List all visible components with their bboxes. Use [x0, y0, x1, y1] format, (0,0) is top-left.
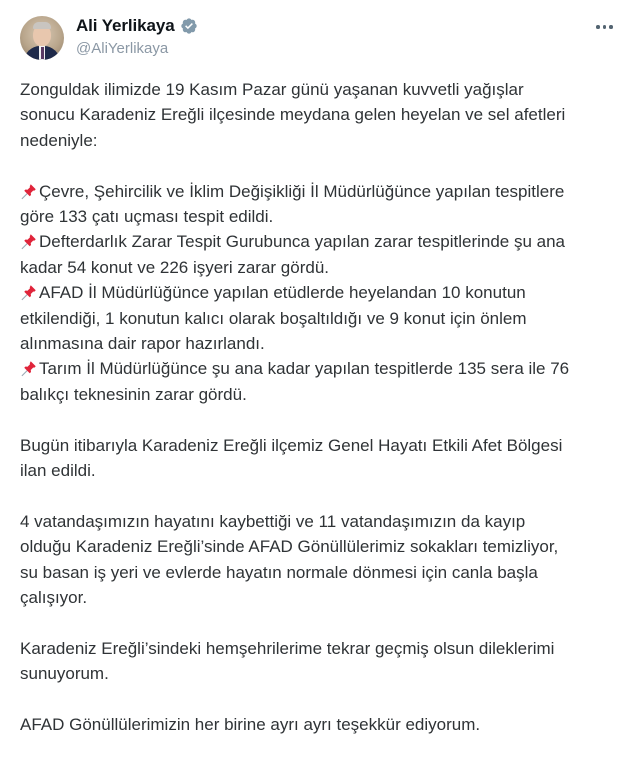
pushpin-icon	[20, 359, 38, 377]
text-line: AFAD İl Müdürlüğünce yapılan etüdlerde heyelandan 10 konutun	[39, 283, 526, 303]
text-line: AFAD Gönüllülerimizin her birine ayrı ayrı teşekkür ediyorum.	[20, 715, 481, 735]
author-name-row	[76, 16, 198, 36]
tweet-paragraph	[20, 712, 620, 737]
text-line: 4 vatandaşımızın hayatını kaybettiği ve 11 vatandaşımızın da kayıp	[20, 511, 526, 531]
avatar[interactable]	[20, 16, 64, 60]
more-options-icon-dot	[596, 25, 600, 29]
text-line: ilan edildi.	[20, 461, 96, 481]
bullet-item	[20, 356, 620, 407]
text-line: su basan iş yeri ve evlerde hayatın normale dönmesi için canla başla	[20, 562, 538, 582]
bullet-list	[20, 179, 620, 408]
avatar-hair	[33, 22, 51, 29]
author-handle[interactable]: @AliYerlikaya	[76, 40, 169, 57]
more-options-button[interactable]	[596, 22, 618, 32]
text-line: Defterdarlık Zarar Tespit Gurubunca yapılan zarar tespitlerinde şu ana	[39, 232, 566, 252]
text-line: kadar 54 konut ve 226 işyeri zarar gördü.	[20, 257, 330, 277]
text-line: balıkçı teknesinin zarar gördü.	[20, 384, 247, 404]
pushpin-icon	[20, 283, 38, 301]
pushpin-icon	[20, 232, 38, 250]
text-line: alınmasına dair rapor hazırlandı.	[20, 334, 265, 354]
text-line: Tarım İl Müdürlüğünce şu ana kadar yapılan tespitlerde 135 sera ile 76	[39, 359, 570, 379]
text-line: nedeniyle:	[20, 130, 98, 150]
text-line: Zonguldak ilimizde 19 Kasım Pazar günü yaşanan kuvvetli yağışlar	[20, 80, 524, 99]
text-line: sonucu Karadeniz Ereğli ilçesinde meydana gelen heyelan ve sel afetleri	[20, 105, 566, 125]
bullet-item	[20, 179, 620, 230]
author-display-name[interactable]: Ali Yerlikaya	[76, 16, 175, 35]
more-options-icon-dot	[609, 25, 613, 29]
bullet-item	[20, 280, 620, 356]
text-line: etkilendiği, 1 konutun kalıcı olarak boşaltıldığı ve 9 konut için önlem	[20, 308, 527, 328]
bullet-item	[20, 229, 620, 280]
more-options-icon-dot	[603, 25, 607, 29]
text-line: göre 133 çatı uçması tespit edildi.	[20, 207, 274, 227]
text-line: Karadeniz Ereğli’sindeki hemşehrilerime tekrar geçmiş olsun dileklerimi	[20, 638, 555, 658]
pushpin-icon	[20, 182, 38, 200]
tweet-paragraph	[20, 636, 620, 687]
tweet-intro	[20, 77, 620, 153]
tweet-paragraph	[20, 433, 620, 484]
tweet-header	[0, 0, 640, 70]
avatar-tie	[41, 47, 44, 59]
text-line: sunuyorum.	[20, 664, 109, 684]
tweet-text	[20, 77, 620, 763]
text-line: çalışıyor.	[20, 588, 88, 608]
text-line: Çevre, Şehircilik ve İklim Değişikliği İl Müdürlüğünce yapılan tespitlere	[39, 181, 565, 201]
verified-badge-icon	[180, 17, 198, 35]
text-line: olduğu Karadeniz Ereğli’sinde AFAD Gönüllülerimiz sokakları temizliyor,	[20, 537, 559, 557]
tweet-paragraph	[20, 509, 620, 611]
text-line: Bugün itibarıyla Karadeniz Ereğli ilçemiz Genel Hayatı Etkili Afet Bölgesi	[20, 435, 563, 455]
